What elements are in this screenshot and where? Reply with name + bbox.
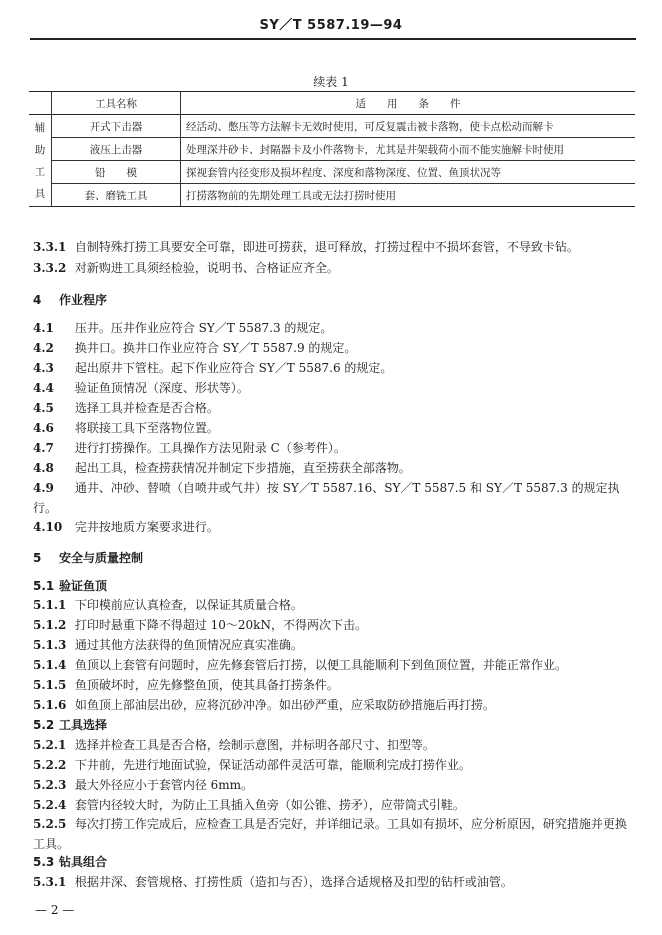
subsection-title: 钻具组合 (59, 855, 108, 869)
clause (33, 636, 633, 654)
clause (33, 379, 633, 397)
clause-text: 将联接工具下至落物位置。 (74, 421, 219, 435)
clause (33, 399, 633, 417)
tool-name-cell: 液压上击器 (52, 138, 181, 161)
clause-number: 4.10 (33, 520, 63, 534)
clause-text: 验证鱼顶情况（深度、形状等）。 (74, 381, 249, 395)
clause-text: 下井前，先进行地面试验，保证活动部件灵活可靠，能顺利完成打捞作业。 (74, 758, 471, 772)
section-title: 作业程序 (59, 293, 108, 307)
clause-text: 如鱼顶上部油层出砂，应将沉砂冲净。如出砂严重，应采取防砂措施后再打捞。 (74, 698, 495, 712)
clause (33, 616, 633, 634)
tool-condition-cell: 打捞落物前的先期处理工具或无法打捞时使用 (181, 184, 636, 207)
clause-number: 4.9 (33, 481, 54, 495)
clause-text: 每次打捞工作完成后，应检查工具是否完好，并详细记录。工具如有损坏，应分析原因，研究措施并更换工具。 (33, 817, 627, 851)
clause (33, 696, 633, 714)
clause-number: 4.3 (33, 361, 54, 375)
clause-number: 5.2.4 (33, 798, 67, 812)
table-header-row (29, 92, 635, 115)
section-title: 安全与质量控制 (59, 551, 144, 565)
table-header-blank (29, 92, 52, 115)
column-header-tool-name: 工具名称 (52, 92, 181, 115)
clause-number: 5.1.3 (33, 638, 67, 652)
clause (33, 319, 633, 337)
clause-text: 打印时悬重下降不得超过 10～20kN，不得两次下击。 (74, 618, 367, 632)
clause (33, 339, 633, 357)
group-label-char: 具 (34, 187, 46, 200)
clause (33, 676, 633, 694)
clause-text: 鱼顶破坏时，应先修整鱼顶，使其具备打捞条件。 (74, 678, 339, 692)
clause-number: 5.3.1 (33, 875, 67, 889)
subsection-heading (33, 853, 633, 871)
clause-number: 5.2.5 (33, 817, 67, 831)
clause (33, 596, 633, 614)
clause (33, 873, 633, 891)
clause-text: 选择并检查工具是否合格，绘制示意图，并标明各部尺寸、扣型等。 (74, 738, 435, 752)
header-divider (30, 38, 636, 40)
clause-text: 鱼顶以上套管有问题时，应先修套管后打捞，以便工具能顺利下到鱼顶位置，并能正常作业。 (74, 658, 567, 672)
column-header-conditions: 适 用 条 件 (181, 92, 636, 115)
clause-number: 3.3.2 (33, 261, 67, 275)
clause-number: 4.5 (33, 401, 54, 415)
page-number: — 2 — (35, 903, 75, 917)
clause (33, 736, 633, 754)
clause (33, 359, 633, 377)
tool-condition-cell: 经活动、憋压等方法解卡无效时使用，可反复震击被卡落物，使卡点松动而解卡 (181, 115, 636, 138)
tool-condition-cell: 处理深井砂卡、封隔器卡及小件落物卡，尤其是井架载荷小而不能实施解卡时使用 (181, 138, 636, 161)
subsection-number: 5.1 (33, 579, 55, 593)
clause (33, 656, 633, 674)
table-row (29, 115, 635, 138)
subsection-heading (33, 577, 633, 595)
subsection-title: 工具选择 (59, 718, 108, 732)
table-row (29, 138, 635, 161)
clause-text: 对新购进工具须经检验，说明书、合格证应齐全。 (74, 261, 339, 275)
clause-number: 5.1.6 (33, 698, 67, 712)
clause-text: 最大外径应小于套管内径 6mm。 (74, 778, 254, 792)
table-caption: 续表 1 (313, 75, 349, 89)
clause-text: 通井、冲砂、替喷（自喷井或气井）按 SY／T 5587.16、SY／T 5587.5 和 SY／T 5587.3 的规定执行。 (33, 481, 620, 515)
clause-number: 4.1 (33, 321, 54, 335)
clause-number: 4.2 (33, 341, 54, 355)
clause-text: 换井口。换井口作业应符合 SY／T 5587.9 的规定。 (74, 341, 357, 355)
section-number: 4 (33, 293, 42, 307)
tool-condition-cell: 探视套管内径变形及损坏程度、深度和落物深度、位置、鱼顶状况等 (181, 161, 636, 184)
clause-text: 自制特殊打捞工具要安全可靠，即进可捞获，退可释放，打捞过程中不损坏套管，不导致卡钻。 (74, 240, 579, 254)
group-label-char: 工 (34, 165, 46, 178)
clause-text: 下印模前应认真检查，以保证其质量合格。 (74, 598, 303, 612)
tool-table (29, 91, 635, 207)
clause-text: 通过其他方法获得的鱼顶情况应真实准确。 (74, 638, 303, 652)
clause-number: 5.1.4 (33, 658, 67, 672)
clause-text: 压井。压井作业应符合 SY／T 5587.3 的规定。 (74, 321, 333, 335)
group-label-auxiliary-tools (29, 115, 52, 207)
clause (33, 459, 633, 477)
tool-name-cell: 套、磨铣工具 (52, 184, 181, 207)
clause-number: 5.1.2 (33, 618, 67, 632)
clause (33, 814, 633, 854)
clause (33, 419, 633, 437)
clause-text: 完井按地质方案要求进行。 (74, 520, 219, 534)
clause-text: 进行打捞操作。工具操作方法见附录 C（参考件）。 (74, 441, 346, 455)
group-label-char: 辅 (34, 121, 46, 134)
clause-number: 4.4 (33, 381, 54, 395)
clause-text: 根据井深、套管规格、打捞性质（造扣与否），选择合适规格及扣型的钻杆或油管。 (74, 875, 513, 889)
standard-code-header: SY／T 5587.19—94 (259, 18, 403, 33)
clause (33, 439, 633, 457)
clause-number: 5.1.1 (33, 598, 67, 612)
clause-number: 4.8 (33, 461, 54, 475)
clause-text: 起出工具，检查捞获情况并制定下步措施，直至捞获全部落物。 (74, 461, 411, 475)
clause-number: 5.2.2 (33, 758, 67, 772)
tool-name-cell: 开式下击器 (52, 115, 181, 138)
clause (33, 756, 633, 774)
clause-text: 选择工具并检查是否合格。 (74, 401, 219, 415)
clause-number: 5.2.3 (33, 778, 67, 792)
section-number: 5 (33, 551, 42, 565)
clause (33, 478, 633, 518)
clause-text: 套管内径较大时，为防止工具插入鱼旁（如公锥、捞矛），应带筒式引鞋。 (74, 798, 465, 812)
clause (33, 776, 633, 794)
section-heading (33, 549, 633, 567)
clause (33, 796, 633, 814)
section-heading (33, 291, 633, 309)
subsection-heading (33, 716, 633, 734)
clause (33, 518, 633, 536)
clause-number: 3.3.1 (33, 240, 67, 254)
table-row (29, 184, 635, 207)
group-label-char: 助 (34, 143, 46, 156)
clause (33, 259, 633, 277)
subsection-title: 验证鱼顶 (59, 579, 108, 593)
clause-number: 4.6 (33, 421, 54, 435)
clause-number: 4.7 (33, 441, 54, 455)
clause (33, 238, 633, 256)
table-row (29, 161, 635, 184)
subsection-number: 5.2 (33, 718, 55, 732)
clause-number: 5.2.1 (33, 738, 67, 752)
clause-number: 5.1.5 (33, 678, 67, 692)
clause-text: 起出原井下管柱。起下作业应符合 SY／T 5587.6 的规定。 (74, 361, 393, 375)
subsection-number: 5.3 (33, 855, 55, 869)
tool-name-cell: 铅 模 (52, 161, 181, 184)
